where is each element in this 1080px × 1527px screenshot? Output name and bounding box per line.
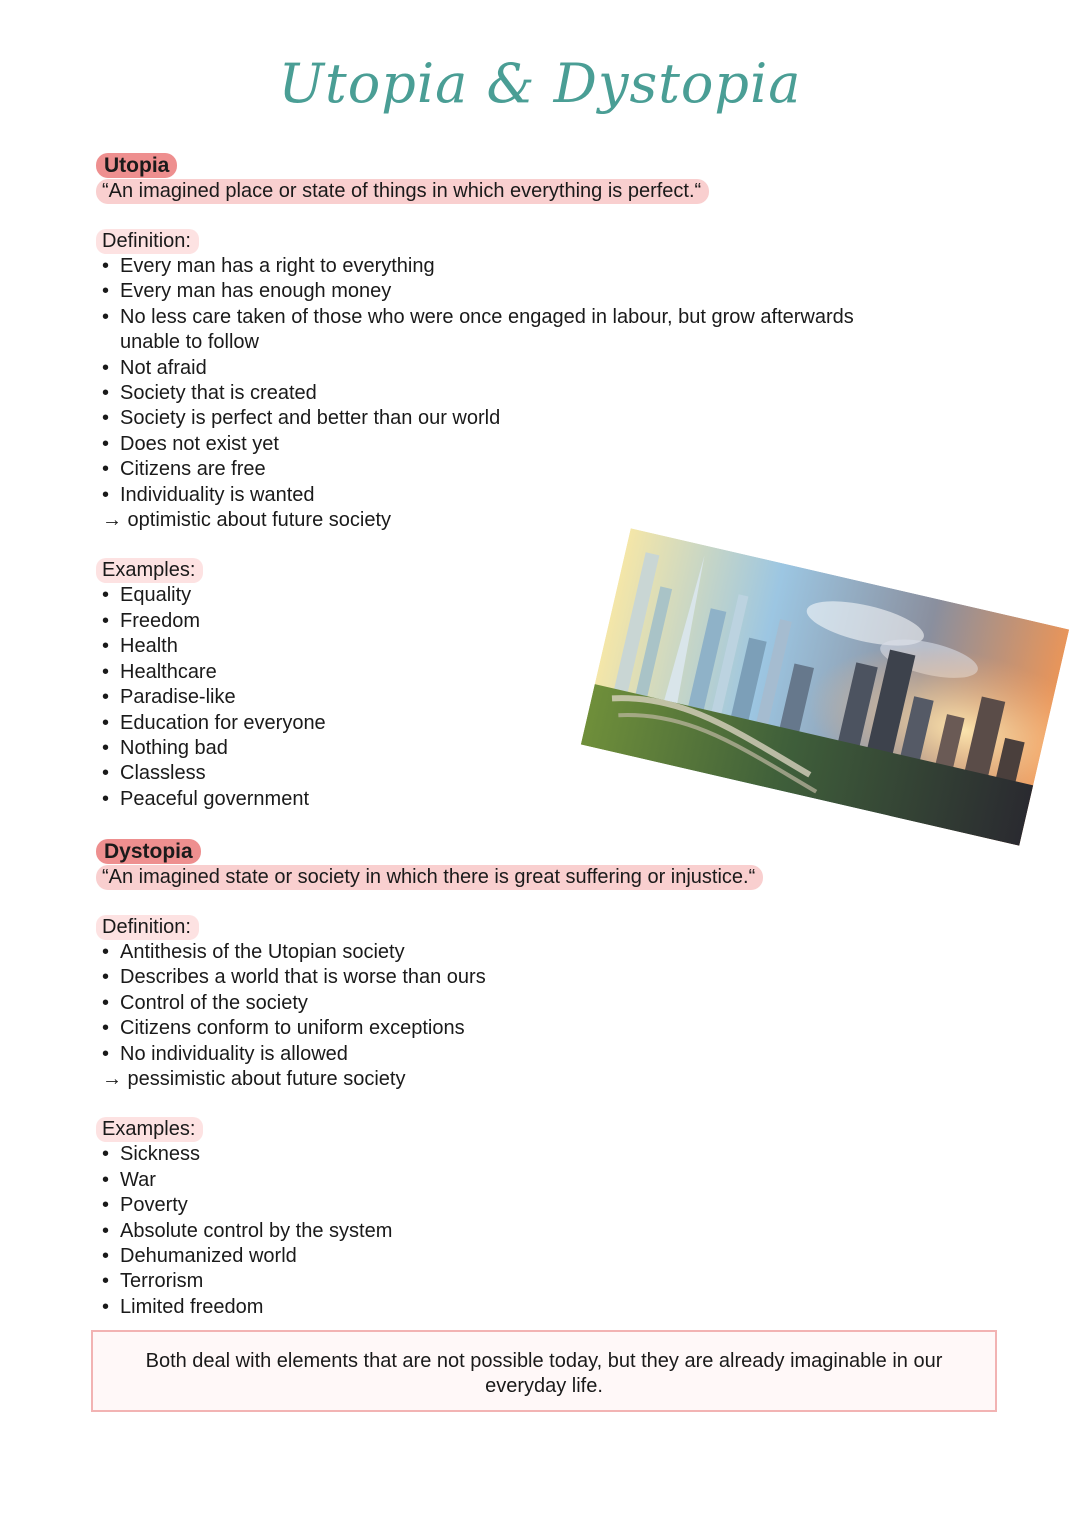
list-item: • Limited freedom xyxy=(96,1295,763,1320)
utopia-heading: Utopia xyxy=(96,153,177,178)
list-item: • Citizens are free xyxy=(96,457,854,482)
list-item: • Antithesis of the Utopian society xyxy=(96,940,763,965)
utopia-quote: “An imagined place or state of things in which everything is perfect.“ xyxy=(96,179,709,204)
dystopia-definition-label: Definition: xyxy=(96,915,199,940)
list-item-continuation: unable to follow xyxy=(120,331,259,354)
list-item: • Dehumanized world xyxy=(96,1244,763,1269)
list-item: • Healthcare xyxy=(96,660,854,685)
list-item: • Not afraid xyxy=(96,356,854,381)
list-item: • Paradise-like xyxy=(96,685,854,710)
list-item: • War xyxy=(96,1168,763,1193)
list-item: • Does not exist yet xyxy=(96,432,854,457)
list-item: • No less care taken of those who were once engaged in labour, but grow afterwards xyxy=(96,305,854,330)
list-item: • No individuality is allowed xyxy=(96,1042,763,1067)
utopia-definition-list-cont xyxy=(96,356,854,508)
utopia-conclusion: → optimistic about future society xyxy=(102,509,392,532)
list-item: • Control of the society xyxy=(96,991,763,1016)
dystopia-conclusion: → pessimistic about future society xyxy=(102,1068,406,1091)
list-item: • Peaceful government xyxy=(96,787,854,812)
list-item: • Classless xyxy=(96,761,854,786)
dystopia-examples-list xyxy=(96,1142,763,1320)
list-item: • Every man has enough money xyxy=(96,279,854,304)
utopia-definition-label: Definition: xyxy=(96,229,199,254)
list-item: • Equality xyxy=(96,583,854,608)
dystopia-examples-label: Examples: xyxy=(96,1117,203,1142)
list-item: • Absolute control by the system xyxy=(96,1219,763,1244)
list-item: • Citizens conform to uniform exceptions xyxy=(96,1016,763,1041)
dystopia-definition-list xyxy=(96,940,763,1067)
list-item: • Every man has a right to everything xyxy=(96,254,854,279)
list-item: • Sickness xyxy=(96,1142,763,1167)
list-item: • Individuality is wanted xyxy=(96,483,854,508)
list-item: • Society that is created xyxy=(96,381,854,406)
list-item: • Poverty xyxy=(96,1193,763,1218)
dystopia-quote: “An imagined state or society in which there is great suffering or injustice.“ xyxy=(96,865,763,890)
summary-box: Both deal with elements that are not possible today, but they are already imaginable in our everyday life. xyxy=(91,1330,997,1412)
list-item: • Health xyxy=(96,634,854,659)
page-title: Utopia & Dystopia xyxy=(278,52,802,115)
list-item: • Freedom xyxy=(96,609,854,634)
list-item: • Society is perfect and better than our world xyxy=(96,406,854,431)
list-item: • Describes a world that is worse than ours xyxy=(96,965,763,990)
list-item: • Education for everyone xyxy=(96,711,854,736)
dystopia-heading: Dystopia xyxy=(96,839,201,864)
utopia-examples-label: Examples: xyxy=(96,558,203,583)
dystopia-section xyxy=(96,839,763,1320)
list-item: • Nothing bad xyxy=(96,736,854,761)
utopia-definition-list xyxy=(96,254,854,330)
list-item: • Terrorism xyxy=(96,1269,763,1294)
